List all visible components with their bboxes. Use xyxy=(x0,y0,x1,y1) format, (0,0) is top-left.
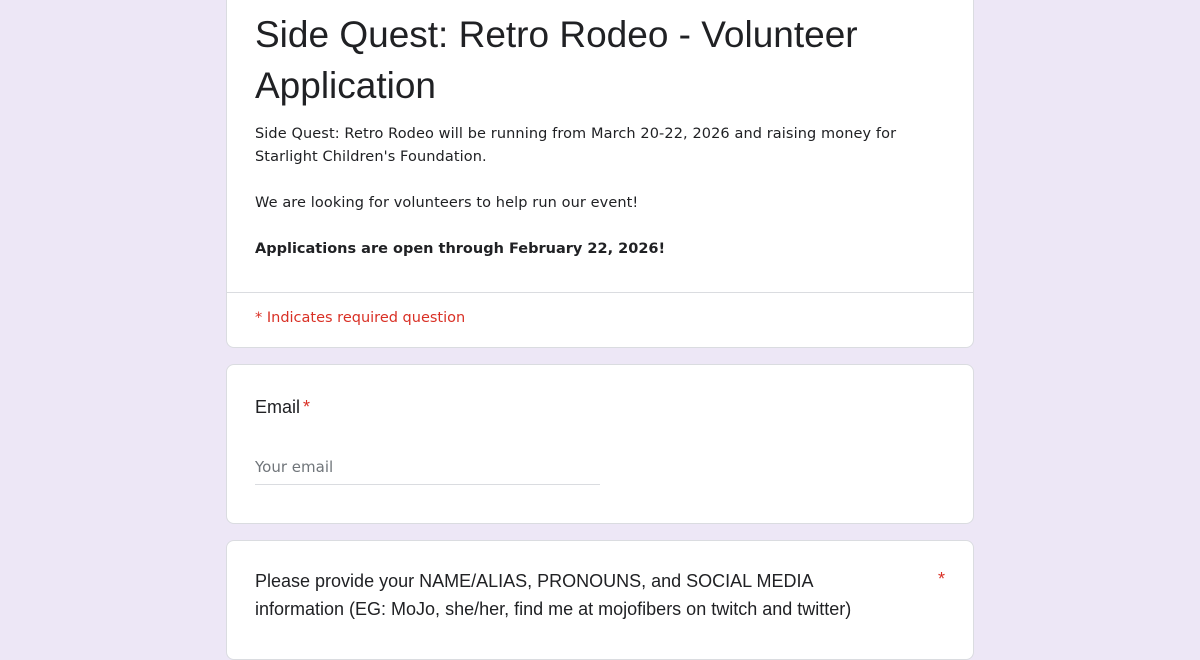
description-paragraph-event: Side Quest: Retro Rodeo will be running from March 20-22, 2026 and raising money for Starlight Children's Foundation. xyxy=(255,126,897,165)
description-paragraph-volunteers: We are looking for volunteers to help run our event! xyxy=(255,195,639,211)
question-label-name-pronouns-social: Please provide your NAME/ALIAS, PRONOUNS, and SOCIAL MEDIA information (EG: MoJo, she/her, find me at mojofibers on twitch and twitter) xyxy=(255,571,852,619)
required-asterisk: * xyxy=(937,569,945,589)
required-asterisk: * xyxy=(303,397,311,417)
question-label-email: Email xyxy=(255,397,301,417)
form-header-card xyxy=(226,0,974,348)
description-paragraph-deadline: Applications are open through February 22, 2026! xyxy=(255,241,666,257)
required-question-note: * Indicates required question xyxy=(255,310,466,326)
question-title-email xyxy=(255,393,310,421)
question-card-email xyxy=(226,364,974,524)
question-card-name-pronouns-social xyxy=(226,540,974,660)
email-input[interactable] xyxy=(255,455,600,485)
header-divider xyxy=(227,292,973,293)
form-title: Side Quest: Retro Rodeo - Volunteer Application xyxy=(255,14,858,106)
form-description xyxy=(255,123,945,261)
